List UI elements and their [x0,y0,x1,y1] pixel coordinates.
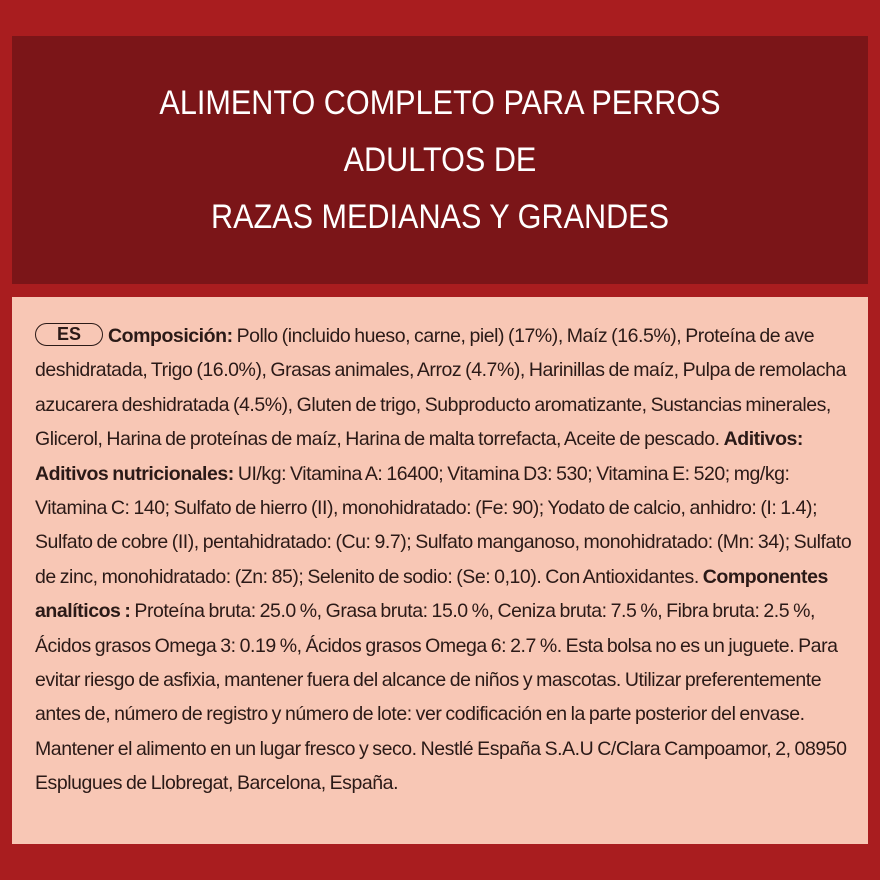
language-badge: ES [35,323,103,346]
analytical-label: Componentes analíticos : [35,565,828,623]
composition-text: Pollo (incluido hueso, carne, piel) (17%), Maíz (16.5%), Proteína de ave deshidratada, Trigo (16.0%), Grasas animales, Arroz (4.7%), Harinillas de maíz, Pulpa de remolacha azucarera deshidratada (4.5%), Gluten de trigo, Subproducto aromatizante, Sustancias minerales, Glicerol, Harina de proteínas de maíz, Harina de malta torrefacta, Aceite de pescado. [35,325,846,451]
composition-paragraph [35,319,857,801]
product-title-line-2: RAZAS MEDIANAS Y GRANDES [211,197,669,236]
product-title [55,75,825,246]
header-panel [12,36,868,284]
ingredients-panel [12,297,868,844]
analytical-text: Proteína bruta: 25.0 %, Grasa bruta: 15.0 %, Ceniza bruta: 7.5 %, Fibra bruta: 2.5 %, Ácidos grasos Omega 3: 0.19 %, Ácidos grasos Omega 6: 2.7 %. Esta bolsa no es un juguete. Para evitar riesgo de asfixia, mantener fuera del alcance de niños y mascotas. Utilizar preferentemente antes de, número de registro y número de lote: ver codificación en la parte posterior del envase. Mantener el alimento en un lugar fresco y seco. Nestlé España S.A.U C/Clara Campoamor, 2, 08950 Esplugues de Llobregat, Barcelona, España. [35,600,847,795]
product-title-line-1: ALIMENTO COMPLETO PARA PERROS ADULTOS DE [159,83,721,179]
additives-text: UI/kg: Vitamina A: 16400; Vitamina D3: 530; Vitamina E: 520; mg/kg: Vitamina C: 140; Sulfato de hierro (II), monohidratado: (Fe: 90); Yodato de calcio, anhidro: (I: 1.4); Sulfato de cobre (II), pentahidratado: (Cu: 9.7); Sulfato manganoso, monohidratado: (Mn: 34); Sulfato de zinc, monohidratado: (Zn: 85); Selenito de sodio: (Se: 0,10). Con Antioxidantes. [35,462,852,588]
composition-label: Composición: [108,325,233,347]
additives-label: Aditivos: Aditivos nutricionales: [35,428,803,485]
